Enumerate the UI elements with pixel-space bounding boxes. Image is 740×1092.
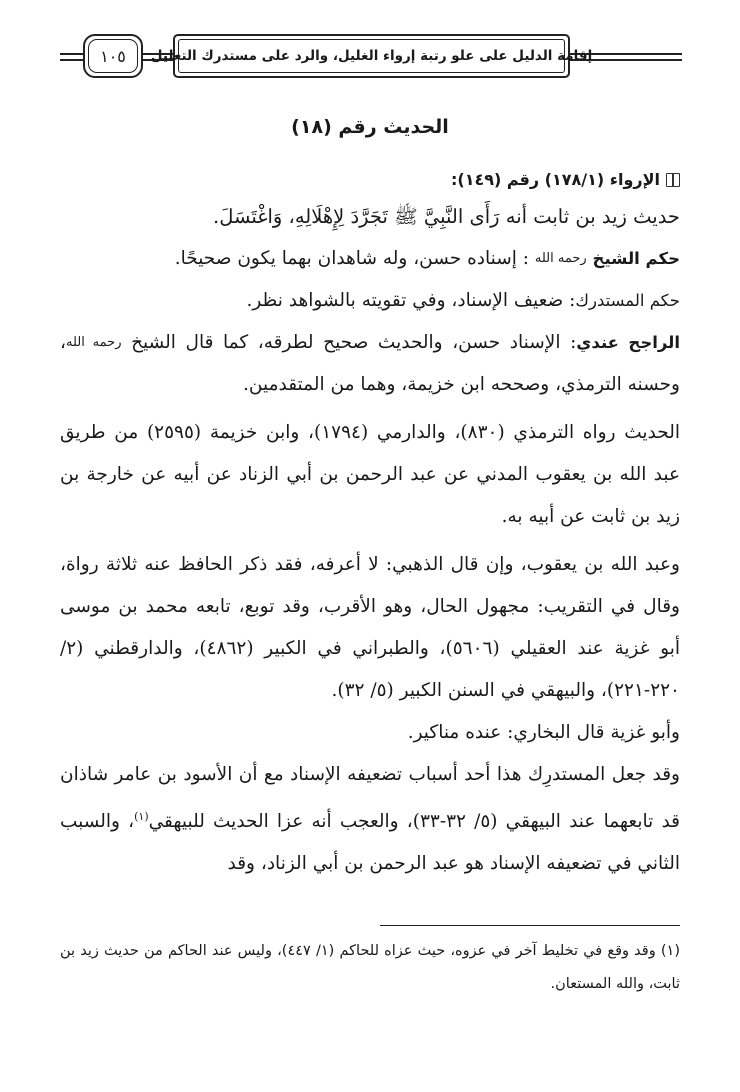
takhrij-paragraph: الحديث رواه الترمذي (٨٣٠)، والدارمي (١٧٩٤)، وابن خزيمة (٢٥٩٥) من طريق عبد الله بن يعقوب المدني عن عبد الرحمن بن أبي الزناد عن أبيه عن خارجة بن زيد بن ثابت عن أبيه به.	[60, 422, 680, 527]
running-header-title-box	[150, 34, 593, 78]
page-number: ١٠٥	[88, 39, 138, 73]
critique-text-1: وقد جعل المستدرِك هذا أحد أسباب تضعيفه الإسناد مع أن الأسود بن عامر شاذان قد تابعهما عند البيهقي (٥/ ٣٢-٣٣)، والعجب أنه عزا الحديث للبيهقي	[60, 764, 681, 833]
preferred-ruling-text-2: ، وحسنه الترمذي، وصححه ابن خزيمة، وهما من المتقدمين.	[60, 332, 680, 395]
critique-text-2: ، والسبب الثاني في تضعيفه الإسناد هو عبد الرحمن بن أبي الزناد، وقد	[60, 811, 680, 875]
hadith-heading: الحديث رقم (١٨)	[291, 116, 449, 138]
honorific-glyph: رحمه الله	[65, 335, 122, 350]
header-rule-left-top	[60, 53, 83, 55]
page-number-box	[83, 34, 143, 78]
irwaa-reference: الإرواء (١٧٨/١) رقم (١٤٩):	[450, 170, 660, 189]
footnote-separator	[380, 925, 680, 926]
preferred-ruling	[60, 322, 680, 406]
footnote: (١) وقد وقع في تخليط آخر في عزوه، حيث عزاه للحاكم (١/ ٤٤٧)، وليس عند الحاكم من حديث زيد بن ثابت، والله المستعان.	[60, 943, 680, 992]
running-header-title: إقامة الدليل على علو رتبة إرواء الغليل، والرد على مستدرك التعليل	[178, 39, 565, 73]
preferred-ruling-label: الراجح عندي	[576, 333, 680, 352]
header-rule-left-bottom	[60, 59, 83, 61]
mustadrak-critique-paragraph	[60, 754, 680, 885]
hadith-text: حديث زيد بن ثابت أنه رَأَى النَّبِيَّ ﷺ تَجَرَّدَ لِإِهْلَالِهِ، وَاغْتَسَلَ.	[213, 205, 680, 228]
footnote-marker[interactable]: (١)	[134, 810, 149, 823]
mustadrak-ruling	[60, 280, 680, 322]
abdullah-paragraph: وعبد الله بن يعقوب، وإن قال الذهبي: لا أعرفه، فقد ذكر الحافظ عنه ثلاثة رواة، وقال في التقريب: مجهول الحال، وهو الأقرب، وقد توبع، تابعه محمد بن موسى أبو غزية عند العقيلي (٥٦٠٦)، والطبراني في الكبير (٤٨٦٢)، والدارقطني (٢/ ٢٢٠-٢٢١)، والبيهقي في السنن الكبير (٥/ ٣٢).	[60, 554, 681, 701]
abu-ghaziyya-paragraph: وأبو غزية قال البخاري: عنده مناكير.	[407, 722, 680, 743]
book-icon	[666, 173, 680, 187]
irwaa-reference-line	[60, 164, 680, 196]
mustadrak-ruling-label: حكم المستدرك	[575, 291, 680, 310]
honorific-glyph: رحمه الله	[534, 251, 587, 266]
shaykh-ruling-label: حكم الشيخ	[592, 249, 680, 268]
preferred-ruling-text: : الإسناد حسن، والحديث صحيح لطرقه، كما قال الشيخ	[131, 332, 577, 353]
mustadrak-ruling-text: : ضعيف الإسناد، وفي تقويته بالشواهد نظر.	[246, 290, 576, 311]
shaykh-ruling	[60, 238, 680, 280]
main-text	[60, 164, 680, 885]
shaykh-ruling-text: : إسناده حسن، وله شاهدان بهما يكون صحيحًا.	[174, 248, 529, 269]
